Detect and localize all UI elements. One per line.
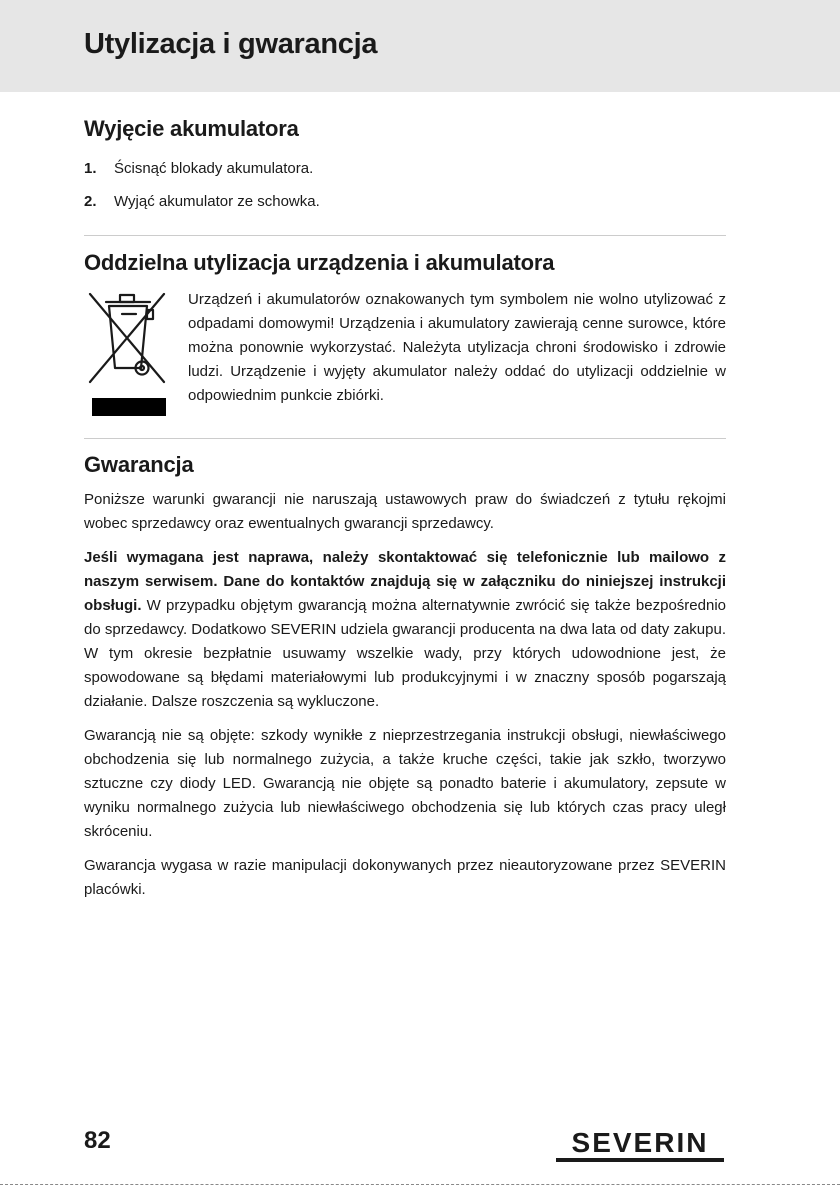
step-number: 2. — [84, 193, 97, 210]
list-item — [84, 192, 320, 211]
header-band — [0, 0, 840, 92]
step-text: Ścisnąć blokady akumulatora. — [114, 160, 314, 177]
step-text: Wyjąć akumulator ze schowka. — [114, 193, 320, 210]
section-heading-warranty: Gwarancja — [84, 452, 194, 477]
step-number: 1. — [84, 160, 97, 177]
list-item — [84, 159, 320, 178]
battery-removal-steps — [84, 159, 320, 225]
warranty-paragraph — [84, 546, 726, 714]
section-heading-battery-removal: Wyjęcie akumulatora — [84, 116, 299, 141]
page-edge-rule — [0, 1184, 840, 1185]
warranty-paragraph: Poniższe warunki gwarancji nie naruszają ustawowych praw do świadczeń z tytułu rękojmi wobec sprzedawcy oraz ewentualnych gwarancji sprzedawcy. — [84, 491, 726, 532]
disposal-text: Urządzeń i akumulatorów oznakowanych tym symbolem nie wolno utylizować z odpadami domowymi! Urządzenia i akumulatory zawierają cenne surowce, które można ponownie wykorzystać. Należyta utylizacja chroni środowisko i zdrowie ludzi. Urządzenie i wyjęty akumulator należy oddać do utylizacji oddzielnie w odpowiednim punkcie zbiórki. — [188, 291, 726, 404]
warranty-paragraph: Gwarancją nie są objęte: szkody wynikłe z nieprzestrzegania instrukcji obsługi, niewłaściwego obchodzenia się lub normalnego zużycia, a także kruche części, takie jak szkło, tworzywo sztuczne czy diody LED. Gwarancją nie objęte są ponadto baterie i akumulatory, zepsute w wyniku normalnego zużycia lub niewłaściwego obchodzenia się lub których czas pracy uległ skróceniu. — [84, 727, 726, 840]
brand-wordmark: SEVERIN — [571, 1127, 709, 1158]
page-title: Utylizacja i gwarancja — [84, 28, 378, 60]
severin-logo — [554, 1126, 726, 1166]
page-number: 82 — [84, 1127, 111, 1154]
section-heading-disposal: Oddzielna utylizacja urządzenia i akumulatora — [84, 250, 555, 275]
warranty-terms: W przypadku objętym gwarancją można alternatywnie zwrócić się także bezpośrednio do sprzedawcy. Dodatkowo SEVERIN udziela gwarancji producenta na dwa lata od daty zakupu. W tym okresie bezpłatnie usuwamy wszelkie wady, przy których udowodnione jest, że spowodowane są błędami materiałowymi lub produkcyjnymi i w znaczny sposób pogarszają działanie. Dalsze roszczenia są wykluczone. — [84, 597, 726, 710]
warranty-paragraph: Gwarancja wygasa w razie manipulacji dokonywanych przez nieautoryzowane przez SEVERIN placówki. — [84, 857, 726, 898]
warranty-body — [84, 488, 726, 912]
service-contact-note: Jeśli wymagana jest naprawa, należy skontaktować się telefonicznie lub mailowo z naszym serwisem. Dane do kontaktów znajdują się w załączniku do niniejszej instrukcji obsługi. — [84, 549, 726, 614]
section-divider — [84, 438, 726, 439]
section-divider — [84, 235, 726, 236]
crossed-out-wheelie-bin-icon — [84, 288, 168, 418]
